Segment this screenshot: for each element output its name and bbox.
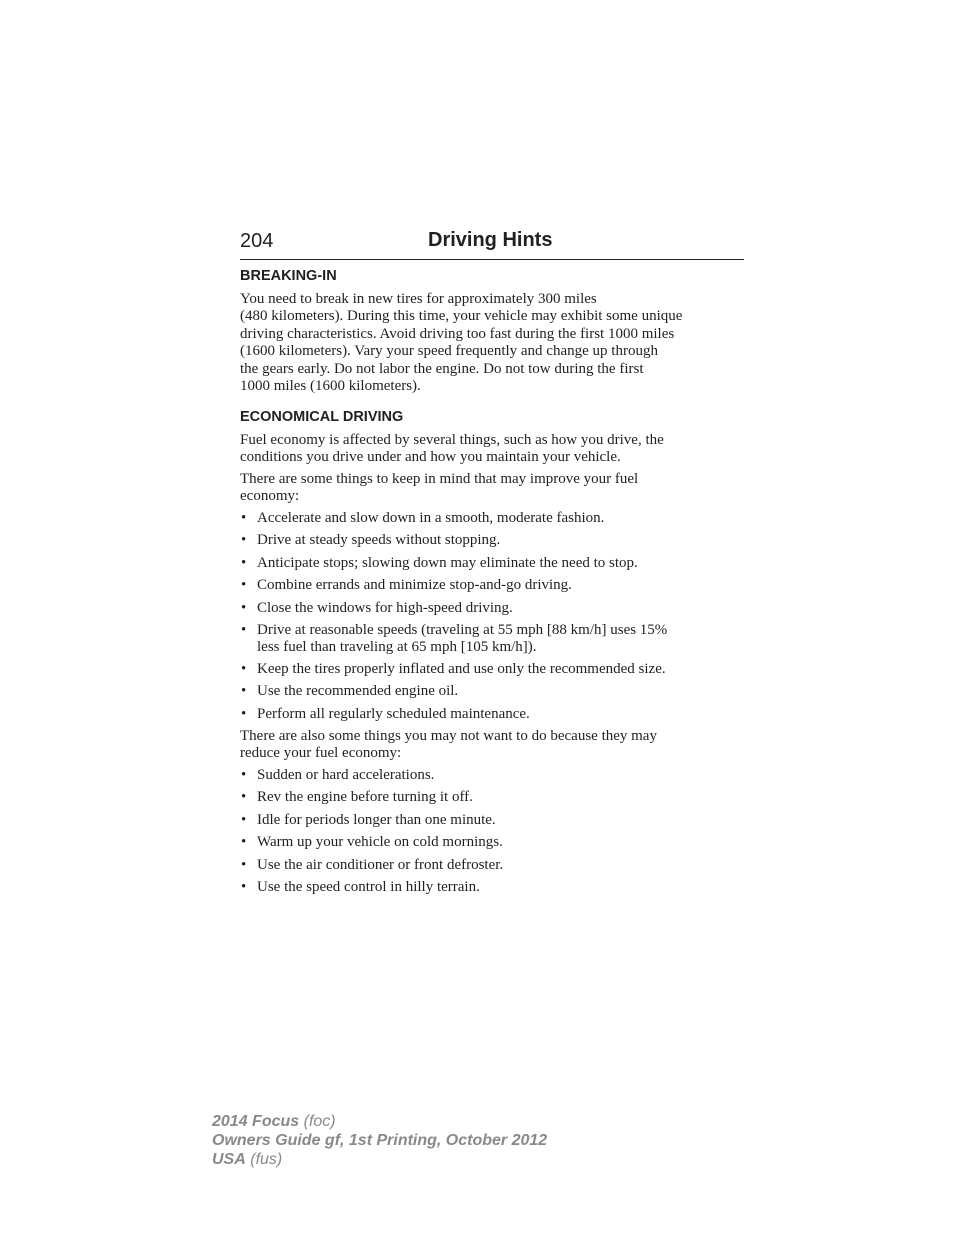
- list-item-text: Use the air conditioner or front defroster.: [257, 856, 504, 873]
- list-item: [240, 622, 744, 655]
- text-line: economy:: [240, 487, 300, 504]
- list-item: [240, 510, 744, 526]
- footer-market: USA: [212, 1151, 246, 1168]
- bullet-marker: •: [241, 660, 247, 677]
- list-item-text: Accelerate and slow down in a smooth, moderate fashion.: [257, 510, 605, 527]
- list-item: [240, 661, 744, 677]
- list-item: [240, 577, 744, 593]
- bullet-marker: •: [241, 532, 247, 549]
- section-heading-economical-driving: ECONOMICAL DRIVING: [240, 409, 404, 426]
- footer-guide-line: [212, 1131, 547, 1150]
- list-item-text: Close the windows for high-speed driving.: [257, 599, 513, 616]
- list-item-text: Anticipate stops; slowing down may eliminate the need to stop.: [257, 554, 638, 571]
- text-line: (480 kilometers). During this time, your vehicle may exhibit some unique: [240, 308, 683, 325]
- text-line: the gears early. Do not labor the engine. Do not tow during the first: [240, 360, 644, 377]
- footer-market-code: (fus): [250, 1151, 283, 1168]
- footer-model-line: [212, 1112, 547, 1131]
- list-item: [240, 600, 744, 616]
- footer-model: 2014 Focus: [212, 1113, 300, 1130]
- economy-intro-paragraph: [240, 432, 744, 465]
- page-content: [240, 268, 744, 901]
- bullet-marker: •: [241, 577, 247, 594]
- list-item-text: Perform all regularly scheduled maintenance.: [257, 705, 530, 722]
- list-item-text: Keep the tires properly inflated and use only the recommended size.: [257, 660, 666, 677]
- breaking-in-paragraph: [240, 291, 744, 395]
- list-item-text: Use the speed control in hilly terrain.: [257, 878, 480, 895]
- bullet-marker: •: [241, 683, 247, 700]
- text-line: driving characteristics. Avoid driving too fast during the first 1000 miles: [240, 325, 675, 342]
- list-item-text: Sudden or hard accelerations.: [257, 766, 435, 783]
- list-item: [240, 834, 744, 850]
- list-item-text: Use the recommended engine oil.: [257, 683, 459, 700]
- text-line: conditions you drive under and how you maintain your vehicle.: [240, 448, 621, 465]
- bullet-marker: •: [241, 878, 247, 895]
- reduce-intro-paragraph: [240, 728, 744, 761]
- bullet-marker: •: [241, 705, 247, 722]
- list-item: [240, 555, 744, 571]
- text-line: (1600 kilometers). Vary your speed frequently and change up through: [240, 343, 658, 360]
- footer-market-line: [212, 1150, 547, 1169]
- avoid-tips-list: [240, 767, 744, 895]
- list-item: [240, 767, 744, 783]
- list-item: [240, 789, 744, 805]
- bullet-marker: •: [241, 856, 247, 873]
- footer-model-code: (foc): [303, 1113, 336, 1130]
- bullet-marker: •: [241, 811, 247, 828]
- list-item-text: Warm up your vehicle on cold mornings.: [257, 834, 503, 851]
- bullet-marker: •: [241, 766, 247, 783]
- page-footer: [212, 1112, 547, 1169]
- text-line: reduce your fuel economy:: [240, 744, 402, 761]
- list-item: [240, 683, 744, 699]
- bullet-marker: •: [241, 622, 247, 639]
- page-header: [240, 228, 744, 260]
- text-line: There are also some things you may not want to do because they may: [240, 728, 657, 745]
- bullet-marker: •: [241, 554, 247, 571]
- page-number: 204: [240, 230, 274, 252]
- list-item-text: less fuel than traveling at 65 mph [105 km/h]).: [257, 638, 537, 655]
- list-item-text: Drive at reasonable speeds (traveling at 55 mph [88 km/h] uses 15%: [257, 622, 668, 639]
- list-item-text: Drive at steady speeds without stopping.: [257, 532, 501, 549]
- list-item: [240, 706, 744, 722]
- list-item-text: Combine errands and minimize stop-and-go driving.: [257, 577, 572, 594]
- list-item: [240, 879, 744, 895]
- bullet-marker: •: [241, 599, 247, 616]
- list-item: [240, 812, 744, 828]
- chapter-title: Driving Hints: [428, 229, 553, 251]
- improve-tips-list: [240, 510, 744, 722]
- list-item-text: Rev the engine before turning it off.: [257, 789, 473, 806]
- text-line: Fuel economy is affected by several things, such as how you drive, the: [240, 432, 664, 449]
- bullet-marker: •: [241, 834, 247, 851]
- improve-intro-paragraph: [240, 471, 744, 504]
- text-line: 1000 miles (1600 kilometers).: [240, 378, 421, 395]
- bullet-marker: •: [241, 510, 247, 527]
- bullet-marker: •: [241, 789, 247, 806]
- list-item-text: Idle for periods longer than one minute.: [257, 811, 496, 828]
- list-item: [240, 532, 744, 548]
- footer-guide: Owners Guide gf, 1st Printing, October 2012: [212, 1132, 548, 1149]
- list-item: [240, 857, 744, 873]
- text-line: There are some things to keep in mind that may improve your fuel: [240, 471, 639, 488]
- text-line: You need to break in new tires for approximately 300 miles: [240, 291, 597, 307]
- section-heading-breaking-in: BREAKING-IN: [240, 268, 337, 284]
